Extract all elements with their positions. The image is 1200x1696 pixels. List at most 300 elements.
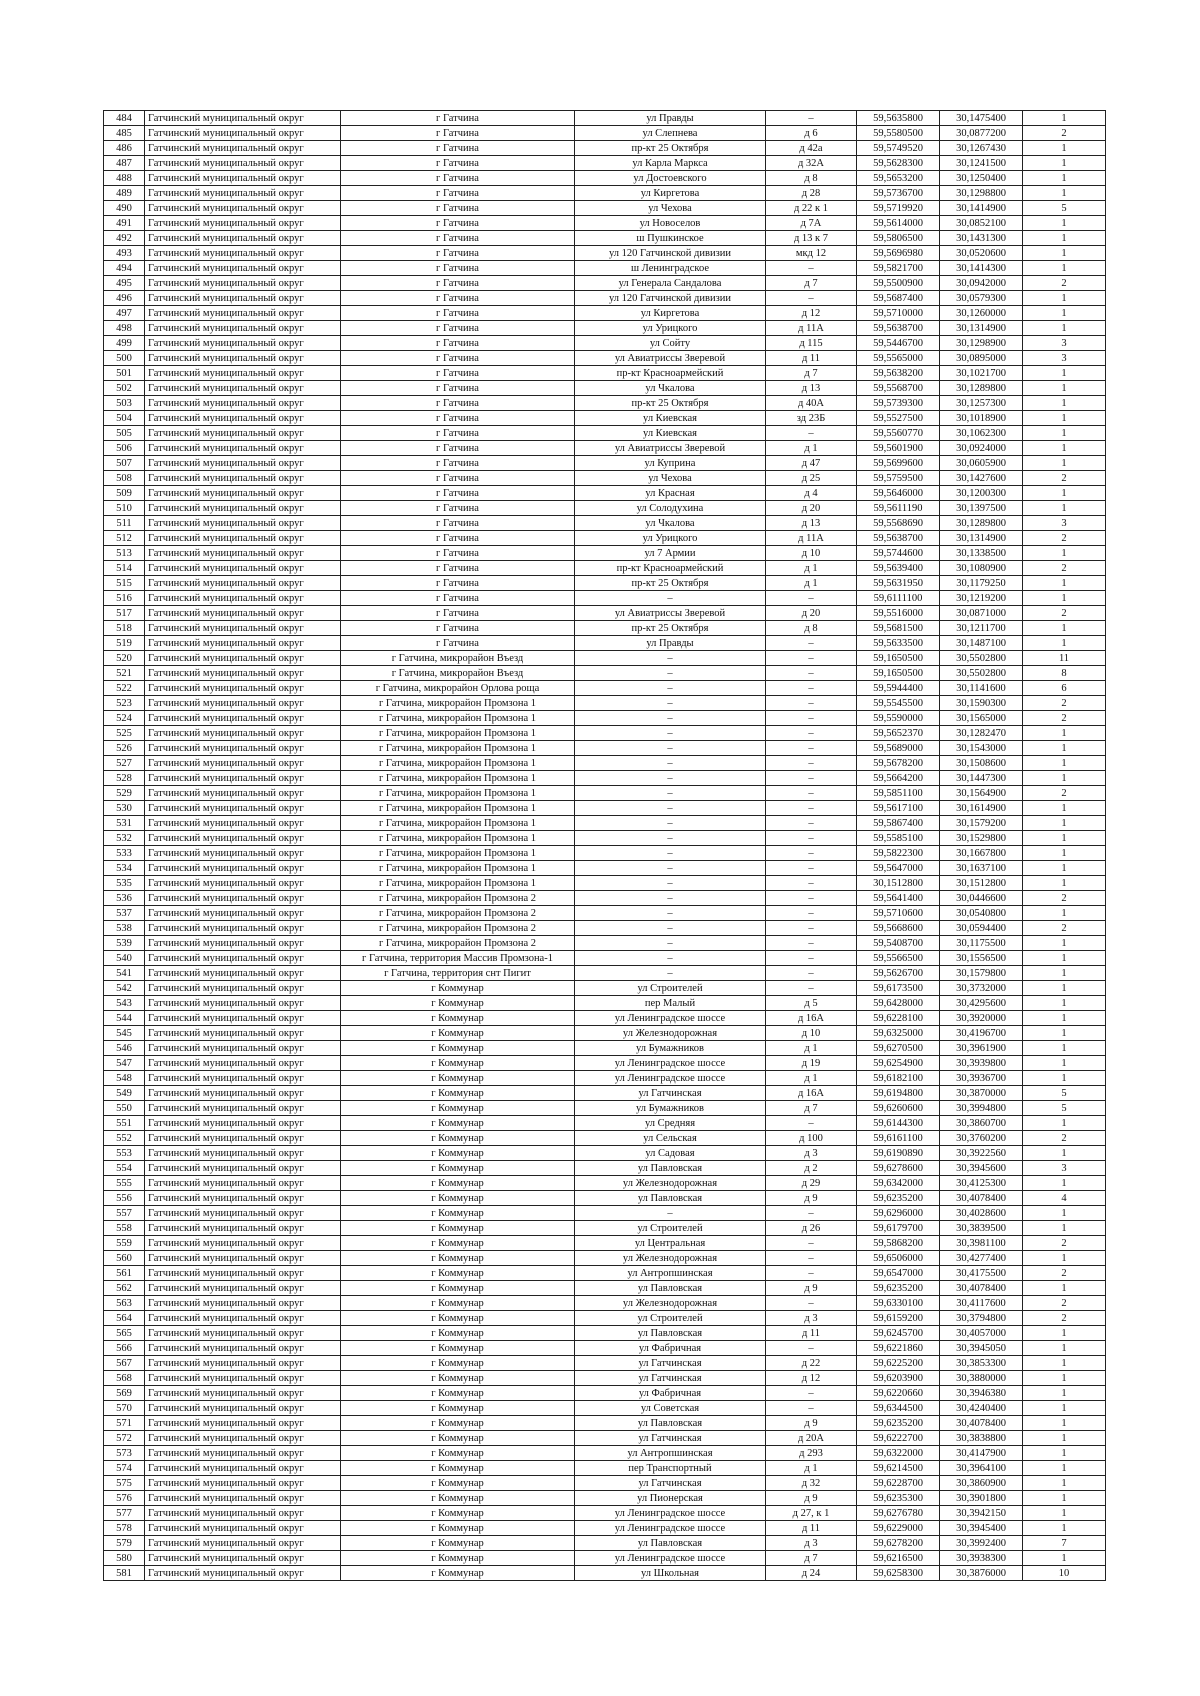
table-row — [104, 906, 1106, 921]
row-number-cell: 510 — [104, 501, 145, 516]
district-cell: Гатчинский муниципальный округ — [145, 861, 341, 876]
district-cell: Гатчинский муниципальный округ — [145, 486, 341, 501]
count-cell: 1 — [1023, 1356, 1106, 1371]
house-cell: д 11 — [766, 1326, 857, 1341]
street-cell: ул Советская — [575, 1401, 766, 1416]
street-cell: ул Фабричная — [575, 1386, 766, 1401]
house-cell: – — [766, 651, 857, 666]
count-cell: 4 — [1023, 1191, 1106, 1206]
row-number-cell: 540 — [104, 951, 145, 966]
district-cell: Гатчинский муниципальный округ — [145, 456, 341, 471]
longitude-cell: 30,0446600 — [940, 891, 1023, 906]
latitude-cell: 59,5822300 — [857, 846, 940, 861]
district-cell: Гатчинский муниципальный округ — [145, 516, 341, 531]
district-cell: Гатчинский муниципальный округ — [145, 246, 341, 261]
latitude-cell: 59,5516000 — [857, 606, 940, 621]
longitude-cell: 30,1414300 — [940, 261, 1023, 276]
district-cell: Гатчинский муниципальный округ — [145, 426, 341, 441]
table-row — [104, 1326, 1106, 1341]
house-cell: д 16А — [766, 1011, 857, 1026]
table-row — [104, 756, 1106, 771]
district-cell: Гатчинский муниципальный округ — [145, 1206, 341, 1221]
latitude-cell: 59,6182100 — [857, 1071, 940, 1086]
street-cell: ул Железнодорожная — [575, 1026, 766, 1041]
latitude-cell: 59,5611190 — [857, 501, 940, 516]
row-number-cell: 514 — [104, 561, 145, 576]
house-cell: – — [766, 816, 857, 831]
longitude-cell: 30,3920000 — [940, 1011, 1023, 1026]
longitude-cell: 30,1267430 — [940, 141, 1023, 156]
latitude-cell: 59,6144300 — [857, 1116, 940, 1131]
settlement-cell: г Коммунар — [341, 1236, 575, 1251]
longitude-cell: 30,1579200 — [940, 816, 1023, 831]
street-cell: ш Ленинградское — [575, 261, 766, 276]
latitude-cell: 59,6229000 — [857, 1521, 940, 1536]
table-row — [104, 486, 1106, 501]
latitude-cell: 59,5944400 — [857, 681, 940, 696]
row-number-cell: 509 — [104, 486, 145, 501]
district-cell: Гатчинский муниципальный округ — [145, 921, 341, 936]
district-cell: Гатчинский муниципальный округ — [145, 696, 341, 711]
count-cell: 2 — [1023, 531, 1106, 546]
latitude-cell: 59,5668600 — [857, 921, 940, 936]
street-cell: – — [575, 696, 766, 711]
district-cell: Гатчинский муниципальный округ — [145, 261, 341, 276]
count-cell: 1 — [1023, 381, 1106, 396]
latitude-cell: 59,5545500 — [857, 696, 940, 711]
row-number-cell: 525 — [104, 726, 145, 741]
settlement-cell: г Коммунар — [341, 1191, 575, 1206]
latitude-cell: 59,6173500 — [857, 981, 940, 996]
street-cell: – — [575, 1206, 766, 1221]
street-cell: пр-кт 25 Октября — [575, 396, 766, 411]
house-cell: – — [766, 756, 857, 771]
settlement-cell: г Гатчина, микрорайон Въезд — [341, 651, 575, 666]
street-cell: – — [575, 846, 766, 861]
longitude-cell: 30,1512800 — [940, 876, 1023, 891]
settlement-cell: г Гатчина — [341, 516, 575, 531]
latitude-cell: 59,5527500 — [857, 411, 940, 426]
house-cell: д 10 — [766, 546, 857, 561]
longitude-cell: 30,0594400 — [940, 921, 1023, 936]
row-number-cell: 524 — [104, 711, 145, 726]
table-row — [104, 1341, 1106, 1356]
latitude-cell: 59,5590000 — [857, 711, 940, 726]
settlement-cell: г Коммунар — [341, 1101, 575, 1116]
district-cell: Гатчинский муниципальный округ — [145, 801, 341, 816]
longitude-cell: 30,0942000 — [940, 276, 1023, 291]
street-cell: ул Киргетова — [575, 186, 766, 201]
street-cell: ул Авиатриссы Зверевой — [575, 351, 766, 366]
count-cell: 1 — [1023, 1041, 1106, 1056]
longitude-cell: 30,1565000 — [940, 711, 1023, 726]
house-cell: д 28 — [766, 186, 857, 201]
street-cell: ул Солодухина — [575, 501, 766, 516]
latitude-cell: 59,6547000 — [857, 1266, 940, 1281]
count-cell: 1 — [1023, 951, 1106, 966]
settlement-cell: г Коммунар — [341, 1296, 575, 1311]
street-cell: ул Карла Маркса — [575, 156, 766, 171]
table-row — [104, 231, 1106, 246]
count-cell: 2 — [1023, 606, 1106, 621]
count-cell: 1 — [1023, 861, 1106, 876]
longitude-cell: 30,1414900 — [940, 201, 1023, 216]
table-row — [104, 621, 1106, 636]
house-cell: д 13 — [766, 516, 857, 531]
longitude-cell: 30,1250400 — [940, 171, 1023, 186]
table-row — [104, 696, 1106, 711]
settlement-cell: г Гатчина — [341, 636, 575, 651]
house-cell: – — [766, 696, 857, 711]
row-number-cell: 568 — [104, 1371, 145, 1386]
count-cell: 2 — [1023, 1266, 1106, 1281]
latitude-cell: 59,6235200 — [857, 1416, 940, 1431]
settlement-cell: г Коммунар — [341, 1116, 575, 1131]
house-cell: – — [766, 921, 857, 936]
row-number-cell: 563 — [104, 1296, 145, 1311]
table-row — [104, 426, 1106, 441]
row-number-cell: 500 — [104, 351, 145, 366]
house-cell: д 100 — [766, 1131, 857, 1146]
count-cell: 1 — [1023, 936, 1106, 951]
district-cell: Гатчинский муниципальный округ — [145, 981, 341, 996]
longitude-cell: 30,1298900 — [940, 336, 1023, 351]
row-number-cell: 515 — [104, 576, 145, 591]
table-row — [104, 456, 1106, 471]
district-cell: Гатчинский муниципальный округ — [145, 1311, 341, 1326]
longitude-cell: 30,3901800 — [940, 1491, 1023, 1506]
count-cell: 1 — [1023, 996, 1106, 1011]
street-cell: ул Строителей — [575, 1311, 766, 1326]
latitude-cell: 59,6179700 — [857, 1221, 940, 1236]
house-cell: – — [766, 1236, 857, 1251]
street-cell: пер Транспортный — [575, 1461, 766, 1476]
longitude-cell: 30,4057000 — [940, 1326, 1023, 1341]
district-cell: Гатчинский муниципальный округ — [145, 711, 341, 726]
street-cell: пер Малый — [575, 996, 766, 1011]
latitude-cell: 59,6296000 — [857, 1206, 940, 1221]
street-cell: ул Гатчинская — [575, 1476, 766, 1491]
house-cell: – — [766, 681, 857, 696]
settlement-cell: г Гатчина, микрорайон Промзона 1 — [341, 801, 575, 816]
house-cell: – — [766, 726, 857, 741]
latitude-cell: 59,6278600 — [857, 1161, 940, 1176]
table-row — [104, 651, 1106, 666]
latitude-cell: 59,5736700 — [857, 186, 940, 201]
district-cell: Гатчинский муниципальный округ — [145, 1521, 341, 1536]
table-row — [104, 801, 1106, 816]
house-cell: – — [766, 666, 857, 681]
street-cell: ул Ленинградское шоссе — [575, 1521, 766, 1536]
district-cell: Гатчинский муниципальный округ — [145, 621, 341, 636]
street-cell: – — [575, 681, 766, 696]
latitude-cell: 59,5565000 — [857, 351, 940, 366]
longitude-cell: 30,1338500 — [940, 546, 1023, 561]
street-cell: ул Павловская — [575, 1161, 766, 1176]
settlement-cell: г Гатчина — [341, 501, 575, 516]
table-row — [104, 546, 1106, 561]
district-cell: Гатчинский муниципальный округ — [145, 786, 341, 801]
settlement-cell: г Гатчина — [341, 606, 575, 621]
district-cell: Гатчинский муниципальный округ — [145, 1086, 341, 1101]
house-cell: – — [766, 951, 857, 966]
settlement-cell: г Гатчина — [341, 351, 575, 366]
table-row — [104, 876, 1106, 891]
settlement-cell: г Коммунар — [341, 1086, 575, 1101]
count-cell: 1 — [1023, 111, 1106, 126]
house-cell: д 9 — [766, 1491, 857, 1506]
row-number-cell: 530 — [104, 801, 145, 816]
latitude-cell: 59,5710000 — [857, 306, 940, 321]
street-cell: ул Гатчинская — [575, 1086, 766, 1101]
row-number-cell: 535 — [104, 876, 145, 891]
longitude-cell: 30,3870000 — [940, 1086, 1023, 1101]
street-cell: ул Средняя — [575, 1116, 766, 1131]
longitude-cell: 30,1179250 — [940, 576, 1023, 591]
district-cell: Гатчинский муниципальный округ — [145, 1401, 341, 1416]
street-cell: – — [575, 666, 766, 681]
longitude-cell: 30,0540800 — [940, 906, 1023, 921]
district-cell: Гатчинский муниципальный округ — [145, 1476, 341, 1491]
latitude-cell: 59,6260600 — [857, 1101, 940, 1116]
settlement-cell: г Гатчина, микрорайон Промзона 1 — [341, 876, 575, 891]
district-cell: Гатчинский муниципальный округ — [145, 606, 341, 621]
latitude-cell: 59,5710600 — [857, 906, 940, 921]
latitude-cell: 59,1650500 — [857, 651, 940, 666]
longitude-cell: 30,1475400 — [940, 111, 1023, 126]
district-cell: Гатчинский муниципальный округ — [145, 1506, 341, 1521]
house-cell: д 13 — [766, 381, 857, 396]
longitude-cell: 30,3946380 — [940, 1386, 1023, 1401]
district-cell: Гатчинский муниципальный округ — [145, 876, 341, 891]
row-number-cell: 534 — [104, 861, 145, 876]
settlement-cell: г Гатчина — [341, 231, 575, 246]
latitude-cell: 59,6161100 — [857, 1131, 940, 1146]
longitude-cell: 30,5502800 — [940, 651, 1023, 666]
house-cell: д 1 — [766, 1071, 857, 1086]
settlement-cell: г Гатчина — [341, 171, 575, 186]
count-cell: 1 — [1023, 1521, 1106, 1536]
settlement-cell: г Гатчина — [341, 216, 575, 231]
district-cell: Гатчинский муниципальный округ — [145, 1461, 341, 1476]
house-cell: д 22 — [766, 1356, 857, 1371]
street-cell: – — [575, 966, 766, 981]
row-number-cell: 519 — [104, 636, 145, 651]
latitude-cell: 59,5744600 — [857, 546, 940, 561]
row-number-cell: 564 — [104, 1311, 145, 1326]
longitude-cell: 30,4078400 — [940, 1416, 1023, 1431]
settlement-cell: г Коммунар — [341, 1416, 575, 1431]
count-cell: 3 — [1023, 351, 1106, 366]
settlement-cell: г Коммунар — [341, 1056, 575, 1071]
latitude-cell: 59,6235200 — [857, 1281, 940, 1296]
district-cell: Гатчинский муниципальный округ — [145, 1536, 341, 1551]
street-cell: ул Ленинградское шоссе — [575, 1071, 766, 1086]
latitude-cell: 59,5749520 — [857, 141, 940, 156]
table-row — [104, 1431, 1106, 1446]
settlement-cell: г Коммунар — [341, 1071, 575, 1086]
street-cell: ул Железнодорожная — [575, 1251, 766, 1266]
table-row — [104, 156, 1106, 171]
latitude-cell: 59,5601900 — [857, 441, 940, 456]
row-number-cell: 560 — [104, 1251, 145, 1266]
count-cell: 1 — [1023, 1491, 1106, 1506]
longitude-cell: 30,1564900 — [940, 786, 1023, 801]
settlement-cell: г Коммунар — [341, 981, 575, 996]
table-row — [104, 1086, 1106, 1101]
settlement-cell: г Гатчина — [341, 366, 575, 381]
settlement-cell: г Коммунар — [341, 1371, 575, 1386]
district-cell: Гатчинский муниципальный округ — [145, 1371, 341, 1386]
row-number-cell: 551 — [104, 1116, 145, 1131]
latitude-cell: 59,6254900 — [857, 1056, 940, 1071]
district-cell: Гатчинский муниципальный округ — [145, 906, 341, 921]
house-cell: д 9 — [766, 1416, 857, 1431]
table-row — [104, 966, 1106, 981]
settlement-cell: г Коммунар — [341, 1476, 575, 1491]
district-cell: Гатчинский муниципальный округ — [145, 216, 341, 231]
street-cell: ул Урицкого — [575, 531, 766, 546]
latitude-cell: 59,5689000 — [857, 741, 940, 756]
settlement-cell: г Гатчина — [341, 456, 575, 471]
district-cell: Гатчинский муниципальный округ — [145, 771, 341, 786]
settlement-cell: г Коммунар — [341, 1446, 575, 1461]
longitude-cell: 30,0871000 — [940, 606, 1023, 621]
district-cell: Гатчинский муниципальный округ — [145, 366, 341, 381]
house-cell: – — [766, 591, 857, 606]
district-cell: Гатчинский муниципальный округ — [145, 141, 341, 156]
count-cell: 1 — [1023, 1176, 1106, 1191]
street-cell: ул Павловская — [575, 1191, 766, 1206]
table-row — [104, 1386, 1106, 1401]
settlement-cell: г Гатчина — [341, 306, 575, 321]
longitude-cell: 30,1062300 — [940, 426, 1023, 441]
row-number-cell: 511 — [104, 516, 145, 531]
count-cell: 1 — [1023, 1371, 1106, 1386]
settlement-cell: г Гатчина, микрорайон Промзона 1 — [341, 846, 575, 861]
settlement-cell: г Гатчина, микрорайон Промзона 1 — [341, 756, 575, 771]
count-cell: 1 — [1023, 306, 1106, 321]
street-cell: – — [575, 816, 766, 831]
row-number-cell: 517 — [104, 606, 145, 621]
house-cell: д 29 — [766, 1176, 857, 1191]
street-cell: пр-кт Красноармейский — [575, 561, 766, 576]
settlement-cell: г Гатчина — [341, 561, 575, 576]
row-number-cell: 556 — [104, 1191, 145, 1206]
house-cell: д 7 — [766, 1551, 857, 1566]
longitude-cell: 30,3936700 — [940, 1071, 1023, 1086]
district-cell: Гатчинский муниципальный округ — [145, 546, 341, 561]
count-cell: 1 — [1023, 396, 1106, 411]
row-number-cell: 503 — [104, 396, 145, 411]
settlement-cell: г Гатчина, микрорайон Промзона 1 — [341, 861, 575, 876]
table-row — [104, 531, 1106, 546]
house-cell: д 3 — [766, 1146, 857, 1161]
district-cell: Гатчинский муниципальный округ — [145, 561, 341, 576]
settlement-cell: г Гатчина — [341, 201, 575, 216]
table-row — [104, 1101, 1106, 1116]
longitude-cell: 30,3945600 — [940, 1161, 1023, 1176]
row-number-cell: 550 — [104, 1101, 145, 1116]
count-cell: 1 — [1023, 1401, 1106, 1416]
street-cell: ул Ленинградское шоссе — [575, 1551, 766, 1566]
latitude-cell: 59,6194800 — [857, 1086, 940, 1101]
longitude-cell: 30,0520600 — [940, 246, 1023, 261]
row-number-cell: 539 — [104, 936, 145, 951]
count-cell: 1 — [1023, 831, 1106, 846]
street-cell: ул Антропшинская — [575, 1446, 766, 1461]
settlement-cell: г Гатчина — [341, 591, 575, 606]
row-number-cell: 513 — [104, 546, 145, 561]
latitude-cell: 59,6159200 — [857, 1311, 940, 1326]
settlement-cell: г Коммунар — [341, 1206, 575, 1221]
street-cell: пр-кт Красноармейский — [575, 366, 766, 381]
row-number-cell: 531 — [104, 816, 145, 831]
street-cell: ул Генерала Сандалова — [575, 276, 766, 291]
latitude-cell: 59,6342000 — [857, 1176, 940, 1191]
row-number-cell: 559 — [104, 1236, 145, 1251]
street-cell: – — [575, 921, 766, 936]
house-cell: д 32А — [766, 156, 857, 171]
district-cell: Гатчинский муниципальный округ — [145, 966, 341, 981]
settlement-cell: г Гатчина — [341, 411, 575, 426]
table-row — [104, 216, 1106, 231]
street-cell: ул Ленинградское шоссе — [575, 1506, 766, 1521]
table-row — [104, 921, 1106, 936]
settlement-cell: г Гатчина — [341, 291, 575, 306]
count-cell: 1 — [1023, 906, 1106, 921]
district-cell: Гатчинский муниципальный округ — [145, 1101, 341, 1116]
table-row — [104, 1356, 1106, 1371]
count-cell: 1 — [1023, 246, 1106, 261]
street-cell: ул Чкалова — [575, 381, 766, 396]
row-number-cell: 529 — [104, 786, 145, 801]
longitude-cell: 30,1487100 — [940, 636, 1023, 651]
count-cell: 1 — [1023, 216, 1106, 231]
table-row — [104, 1566, 1106, 1581]
count-cell: 1 — [1023, 591, 1106, 606]
house-cell: – — [766, 1251, 857, 1266]
house-cell: – — [766, 876, 857, 891]
house-cell: д 32 — [766, 1476, 857, 1491]
house-cell: д 24 — [766, 1566, 857, 1581]
district-cell: Гатчинский муниципальный округ — [145, 201, 341, 216]
street-cell: ул Павловская — [575, 1536, 766, 1551]
house-cell: д 7 — [766, 366, 857, 381]
count-cell: 1 — [1023, 156, 1106, 171]
row-number-cell: 574 — [104, 1461, 145, 1476]
row-number-cell: 581 — [104, 1566, 145, 1581]
count-cell: 1 — [1023, 1506, 1106, 1521]
longitude-cell: 30,3981100 — [940, 1236, 1023, 1251]
count-cell: 1 — [1023, 1146, 1106, 1161]
house-cell: – — [766, 906, 857, 921]
table-row — [104, 1296, 1106, 1311]
street-cell: – — [575, 771, 766, 786]
longitude-cell: 30,1219200 — [940, 591, 1023, 606]
district-cell: Гатчинский муниципальный округ — [145, 636, 341, 651]
row-number-cell: 545 — [104, 1026, 145, 1041]
district-cell: Гатчинский муниципальный округ — [145, 186, 341, 201]
table-row — [104, 711, 1106, 726]
table-row — [104, 576, 1106, 591]
count-cell: 1 — [1023, 441, 1106, 456]
house-cell: – — [766, 636, 857, 651]
longitude-cell: 30,0605900 — [940, 456, 1023, 471]
row-number-cell: 558 — [104, 1221, 145, 1236]
latitude-cell: 59,5446700 — [857, 336, 940, 351]
street-cell: – — [575, 651, 766, 666]
